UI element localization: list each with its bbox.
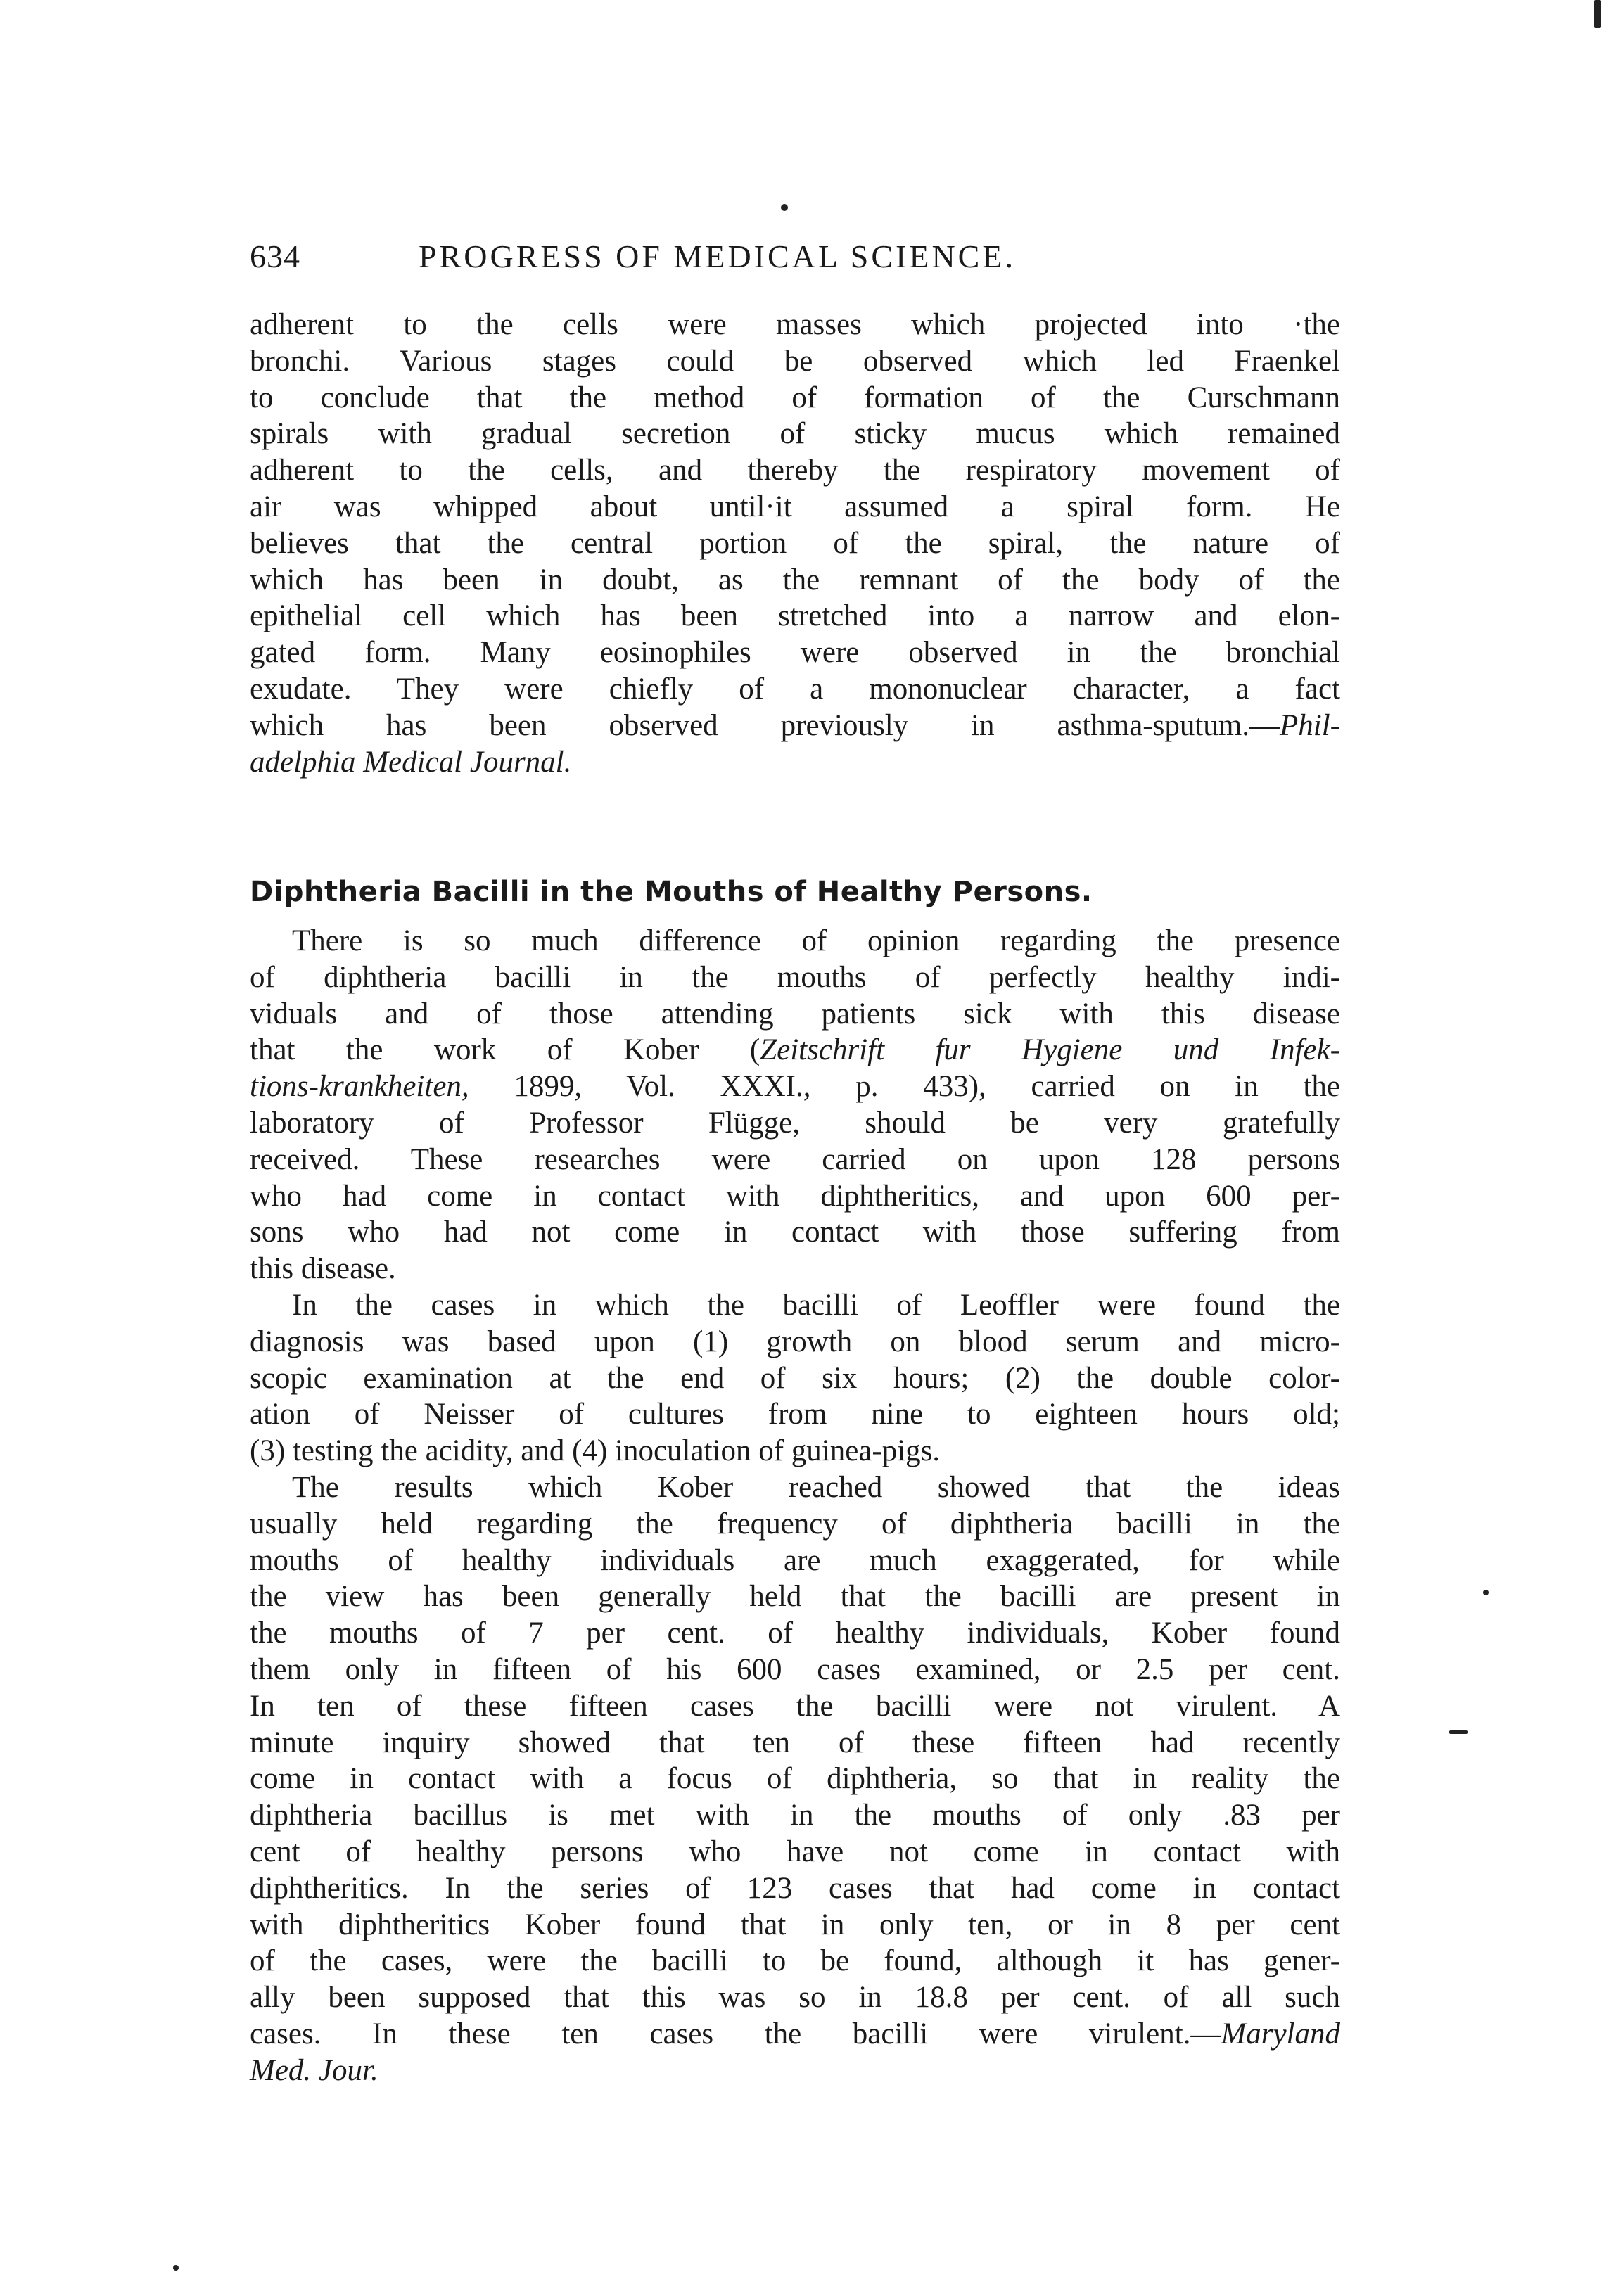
text-line: cent of healthy persons who have not come in contact with	[250, 1835, 1340, 1868]
text-line: mouths of healthy individuals are much exaggerated, for while	[250, 1543, 1340, 1577]
text-line: epithelial cell which has been stretched into a narrow and elon-	[250, 599, 1340, 633]
text-line: adherent to the cells were masses which projected into ·the	[250, 308, 1340, 341]
scan-speck-top	[781, 204, 788, 211]
text-line: believes that the central portion of the spiral, the nature of	[250, 526, 1340, 560]
text-line: (3) testing the acidity, and (4) inoculation of guinea-pigs.	[250, 1434, 941, 1468]
text-line: who had come in contact with diphtheritics, and upon 600 per-	[250, 1179, 1340, 1213]
text-line: come in contact with a focus of diphtheria, so that in reality the	[250, 1762, 1340, 1796]
text-line: of diphtheria bacilli in the mouths of perfectly healthy indi-	[250, 960, 1340, 994]
article-2-body	[250, 923, 1340, 2089]
text-line: ation of Neisser of cultures from nine to eighteen hours old;	[250, 1398, 1340, 1431]
text-line: which has been in doubt, as the remnant of the body of the	[250, 563, 1340, 597]
text-line	[250, 1069, 1340, 1105]
text-line: exudate. They were chiefly of a mononuclear character, a fact	[250, 672, 1340, 706]
text-line: minute inquiry showed that ten of these fifteen had recently	[250, 1726, 1340, 1759]
section-heading: Diphtheria Bacilli in the Mouths of Healthy Persons.	[250, 876, 1093, 908]
text-line	[250, 2016, 1340, 2053]
text-line: diphtheritics. In the series of 123 cases that had come in contact	[250, 1871, 1340, 1905]
scan-dash-right	[1449, 1730, 1468, 1734]
text-line-lead: cases. In these ten cases the bacilli were virulent.—	[250, 2017, 1221, 2051]
running-head	[250, 238, 1337, 287]
text-line	[250, 708, 1340, 744]
scan-speck-right	[1483, 1590, 1489, 1595]
journal-title: tions-krankheiten,	[250, 1070, 469, 1104]
scan-mark-topright	[1594, 0, 1601, 28]
text-line	[250, 1032, 1340, 1069]
text-line: to conclude that the method of formation of the Curschmann	[250, 381, 1340, 414]
article-1-body	[250, 307, 1340, 780]
text-line	[250, 744, 1340, 781]
journal-title: Zeitschrift fur Hygiene und Infek-	[760, 1033, 1341, 1067]
text-line: the view has been generally held that the bacilli are present in	[250, 1580, 1340, 1614]
source-citation: Med. Jour.	[250, 2053, 378, 2087]
text-line: In the cases in which the bacilli of Leoffler were found the	[292, 1288, 1340, 1322]
text-line: adherent to the cells, and thereby the respiratory movement of	[250, 454, 1340, 487]
text-line: sons who had not come in contact with those suffering from	[250, 1216, 1340, 1249]
running-title: PROGRESS OF MEDICAL SCIENCE.	[419, 238, 1016, 274]
text-line: with diphtheritics Kober found that in only ten, or in 8 per cent	[250, 1908, 1340, 1941]
scan-speck-bottom	[173, 2265, 179, 2271]
text-line: of the cases, were the bacilli to be found, although it has gener-	[250, 1944, 1340, 1978]
text-line: gated form. Many eosinophiles were observed in the bronchial	[250, 636, 1340, 670]
text-line-lead: that the work of Kober (	[250, 1033, 760, 1067]
text-line: scopic examination at the end of six hours; (2) the double color-	[250, 1361, 1340, 1395]
text-line: laboratory of Professor Flügge, should be very gratefully	[250, 1106, 1340, 1140]
source-citation: Maryland	[1221, 2017, 1340, 2051]
source-citation: Phil-	[1280, 708, 1340, 742]
text-line: diphtheria bacillus is met with in the mouths of only .83 per	[250, 1799, 1340, 1832]
text-line-lead: which has been observed previously in asthma-sputum.—	[250, 708, 1280, 742]
text-line: received. These researches were carried on upon 128 persons	[250, 1142, 1340, 1176]
source-citation: adelphia Medical Journal.	[250, 745, 572, 779]
text-line: this disease.	[250, 1252, 396, 1286]
text-line: the mouths of 7 per cent. of healthy individuals, Kober found	[250, 1616, 1340, 1650]
text-line: bronchi. Various stages could be observed which led Fraenkel	[250, 344, 1340, 378]
text-line: In ten of these fifteen cases the bacilli were not virulent. A	[250, 1689, 1340, 1723]
text-line	[250, 2053, 1340, 2089]
text-line: There is so much difference of opinion regarding the presence	[292, 924, 1340, 957]
text-line: diagnosis was based upon (1) growth on blood serum and micro-	[250, 1325, 1340, 1358]
text-line: air was whipped about until·it assumed a spiral form. He	[250, 490, 1340, 523]
text-line: ally been supposed that this was so in 18.8 per cent. of all such	[250, 1981, 1340, 2015]
text-line-rest: 1899, Vol. XXXI., p. 433), carried on in the	[469, 1070, 1340, 1104]
page-number: 634	[250, 238, 300, 274]
text-line: spirals with gradual secretion of sticky mucus which remained	[250, 417, 1340, 451]
text-line: usually held regarding the frequency of diphtheria bacilli in the	[250, 1507, 1340, 1541]
text-line: viduals and of those attending patients sick with this disease	[250, 997, 1340, 1031]
text-line: The results which Kober reached showed that the ideas	[292, 1470, 1340, 1504]
text-line: them only in fifteen of his 600 cases examined, or 2.5 per cent.	[250, 1652, 1340, 1686]
